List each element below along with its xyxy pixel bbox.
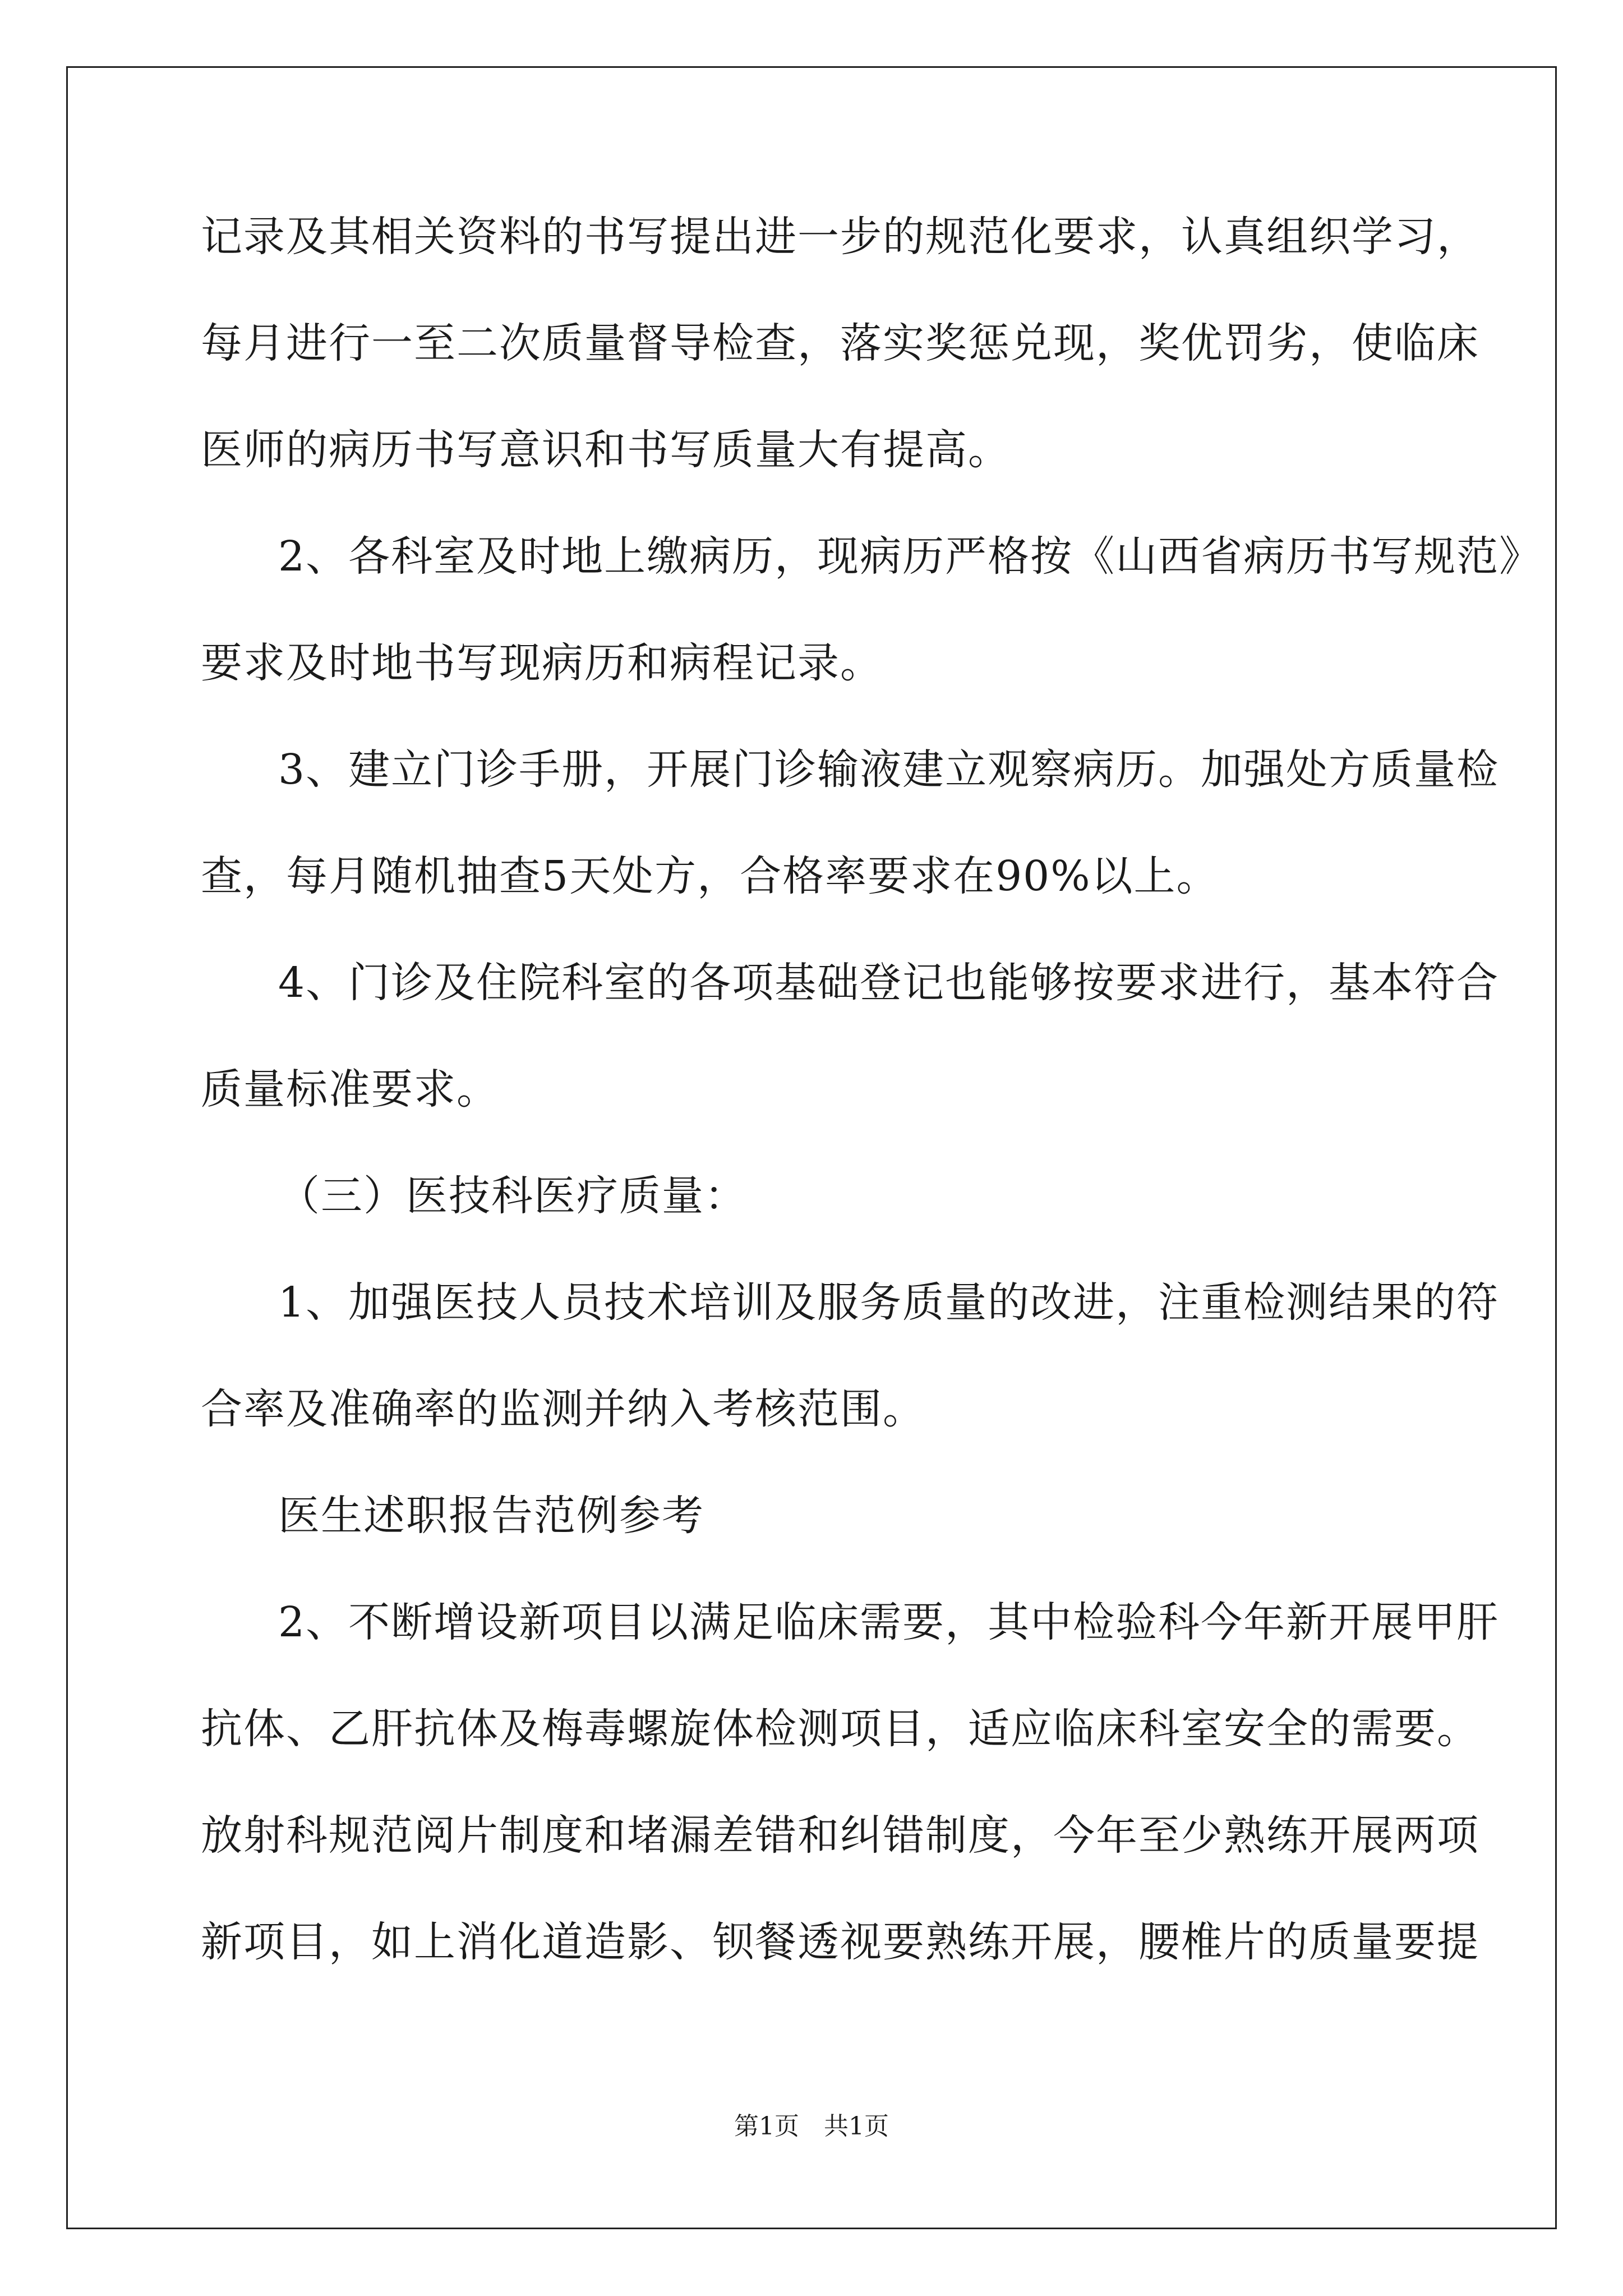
- paragraph-start-line: 2、不断增设新项目以满足临床需要，其中检验科今年新开展甲肝: [278, 1598, 1500, 1646]
- section-heading: （三）医技科医疗质量：: [278, 1172, 747, 1220]
- text-line: 要求及时地书写现病历和病程记录。: [201, 639, 883, 687]
- text-line: 新项目，如上消化道造影、钡餐透视要熟练开展，腰椎片的质量要提: [201, 1918, 1479, 1966]
- paragraph-start-line: 2、各科室及时地上缴病历，现病历严格按《山西省病历书写规范》: [278, 532, 1542, 581]
- text-line: 每月进行一至二次质量督导检查，落实奖惩兑现，奖优罚劣，使临床: [201, 319, 1479, 367]
- text-line: 医师的病历书写意识和书写质量大有提高。: [201, 426, 1011, 474]
- paragraph-start-line: 3、建立门诊手册，开展门诊输液建立观察病历。加强处方质量检: [278, 746, 1500, 794]
- page-number-footer: 第1页 共1页: [734, 2112, 889, 2141]
- text-line: 查，每月随机抽查5天处方，合格率要求在90%以上。: [201, 852, 1219, 900]
- text-line: 记录及其相关资料的书写提出进一步的规范化要求，认真组织学习，: [201, 213, 1479, 261]
- text-line: 合率及准确率的监测并纳入考核范围。: [201, 1385, 925, 1433]
- document-body: [201, 213, 1542, 2028]
- text-line: 抗体、乙肝抗体及梅毒螺旋体检测项目，适应临床科室安全的需要。: [201, 1705, 1479, 1753]
- paragraph-start-line: 4、门诊及住院科室的各项基础登记也能够按要求进行，基本符合: [278, 959, 1500, 1007]
- text-line: 质量标准要求。: [201, 1065, 499, 1114]
- inline-title: 医生述职报告范例参考: [278, 1492, 704, 1540]
- text-line: 放射科规范阅片制度和堵漏差错和纠错制度，今年至少熟练开展两项: [201, 1811, 1479, 1860]
- paragraph-start-line: 1、加强医技人员技术培训及服务质量的改进，注重检测结果的符: [278, 1278, 1500, 1327]
